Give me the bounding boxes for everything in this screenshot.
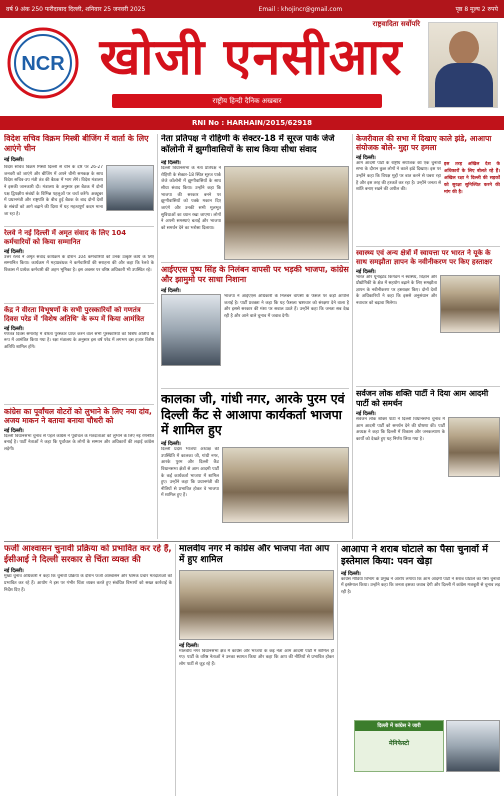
article-ias-suspension [161,265,349,385]
leader-photo [428,22,498,108]
headline: स्वास्थ्य एवं अन्य क्षेत्रों में स्वायत्ता पर भारत ने यूके के साथ समझौता ज्ञापन के नवीनीकरण पर किए हस्ताक्षर [356,249,493,266]
article-photo [179,570,334,640]
headline: रेलवे ने नई दिल्ली में अमृत संवाद के लिए 104 कर्मचारियों को किया सम्मानित [4,229,127,246]
article-photo [440,275,500,333]
byline: नई दिल्ली। [4,427,24,434]
article-body: मालवीय नगर विधानसभा क्षेत्र में कांग्रेस और भाजपा के कई नेता आम आदमी पार्टी में शामिल हो गए। पार्टी के वरिष्ठ नेताओं ने उनका स्वागत किया और कहा कि आप की नीतियों से प्रभावित होकर लोग पार्टी से जुड़ रहे हैं। [179,648,334,667]
article-railway-award [4,229,154,301]
article-liquor-scam [341,544,500,719]
lead-photo [224,166,349,260]
article-body: कांग्रेस मीडिया विभाग के प्रमुख ने आरोप लगाया कि आम आदमी पार्टी ने शराब घोटाले का पैसा चुनावों में इस्तेमाल किया। उन्होंने कहा कि जनता इसका जवाब देगी और दिल्ली में कांग्रेस मजबूती से चुनाव लड़ रही है। [341,576,500,596]
ad-photo [446,720,500,772]
headline: केंद्र ने वीरता विभूषणों के सभी पुरस्कारियों को गणतंत्र दिवस परेड में 'विशेष अतिथि' के रूप में किया आमंत्रित [4,306,145,323]
page-price-info: पृष्ठ 8 मूल्य 2 रुपये [455,6,498,13]
byline: नई दिल्ली। [356,411,376,417]
article-body: गणतंत्र दिवस समारोह में वीरता पुरस्कार प्राप्त करने वाले सभी पुरस्कारियों को विशेष अतिथि के रूप में आमंत्रित किया गया है। रक्षा मंत्रालय के अनुसार इस वर्ष परेड में लगभग दस हजार विशेष अतिथि शामिल होंगे। [4,331,154,350]
article-kejriwal-black-flags [356,134,500,244]
top-info-bar [0,0,504,18]
article-body: आम आदमी पार्टी के राष्ट्रीय संयोजक की एक चुनावी सभा के दौरान कुछ लोगों ने काले झंडे दिखाए। इस पर उन्होंने कहा कि विपक्ष मुद्दों पर बात करने से घबरा रहा है और इस तरह की हरकतें कर रहा है। उन्होंने जनता से शांति बनाए रखने की अपील की। [356,160,441,193]
byline: नई दिल्ली। [161,160,181,166]
headline: आआपा ने शराब घोटाले का पैसा चुनावों में इस्तेमाल किया: पवन खेड़ा [341,544,488,567]
headline: केजरीवाल की सभा में दिखाए काले झंडे, आआपा संयोजक बोले- मुद्दा पर हमला [356,134,492,153]
article-body: विदेश सचिव विक्रम मिस्त्री दिल्ली से चीन के दौरे पर 26-27 जनवरी को जाएंगे और बीजिंग में अपने चीनी समकक्ष के साथ विदेश सचिव-उप मंत्री तंत्र की बैठक में भाग लेंगे। विदेश मंत्रालय ने इसकी जानकारी दी। मंत्रालय के अनुसार इस बैठक में दोनों पक्ष द्विपक्षीय संबंधों के विभिन्न पहलुओं पर चर्चा करेंगे। अक्टूबर में प्रधानमंत्री और राष्ट्रपति के बीच हुई बैठक के बाद दोनों देशों के संबंधों को आगे बढ़ाने की दिशा में यह महत्वपूर्ण कदम माना जा रहा है। [4,165,103,217]
byline: नई दिल्ली। [161,288,181,294]
article-body: दिल्ली प्रदेश भाजपा अध्यक्ष की उपस्थिति में कालका जी, गांधी नगर, आरके पुरम और दिल्ली कैंट विधानसभा क्षेत्रों से आम आदमी पार्टी के कई कार्यकर्ता भाजपा में शामिल हुए। उन्होंने कहा कि प्रधानमंत्री की नीतियों से प्रभावित होकर वे भाजपा में शामिल हुए हैं। [161,446,219,499]
rni-number: RNI No : HARHAIN/2015/62918 [0,116,504,130]
byline: नई दिल्ली। [179,642,199,649]
article-eci-fake-promises [4,544,172,796]
logo-text: NCR [21,53,65,75]
article-body: मुख्य चुनाव अधिकारी ने कहा कि चुनावी प्रक्रिया के दौरान फर्जी आश्वासन और भ्रामक प्रचार मतदाताओं को प्रभावित कर रहे हैं। आयोग ने इस पर गंभीर चिंता व्यक्त करते हुए संबंधित विभागों को सख्त कार्रवाई के निर्देश दिए हैं। [4,574,172,593]
byline: नई दिल्ली। [4,568,24,575]
article-mistri-china [4,134,154,224]
masthead [0,18,504,116]
byline: नई दिल्ली। [356,154,376,161]
byline: नई दिल्ली। [4,157,24,163]
article-india-uk-mou [356,249,500,384]
headline: विदेश सचिव विक्रम मिस्त्री बीजिंग में वार्ता के लिए आएंगे चीन [4,134,149,153]
headline: आईएएस पुष्प सिंह के निलंबन वापसी पर भड़की भाजपा, कांग्रेस और झामुमो पर साधा निशाना [161,265,349,284]
article-photo [448,417,500,477]
article-sarvajan-support [356,389,500,539]
headline: फर्जी आश्वासन चुनावी प्रक्रिया को प्रभावित कर रहे हैं, ईसीआई ने दिल्ली सरकार से चिंता व्यक्त की [4,544,172,565]
article-malviya-nagar [179,544,334,796]
ad-subtitle: मेनिफेस्टो [388,740,409,747]
congress-manifesto-ad [354,720,444,772]
headline: सर्वजन लोक शक्ति पार्टी ने दिया आम आदमी पार्टी को समर्थन [356,389,489,408]
byline: नई दिल्ली। [356,268,376,275]
article-kalkaji-joining [161,391,349,539]
headline: मालवीय नगर में कांग्रेस और भाजपा नेता आप में हुए शामिल [179,544,330,566]
issue-info: वर्ष 9 अंक 250 फरीदाबाद दिल्ली, शनिवार 25 जनवरी 2025 [6,6,146,13]
byline: नई दिल्ली। [341,570,361,577]
article-body: उत्तर रेलवे ने अमृत संवाद कार्यक्रम के दौरान 104 कर्मचारियों को उनके उत्कृष्ट कार्य के लिए सम्मानित किया। कार्यक्रम में महाप्रबंधक ने कर्मचारियों की सराहना की और कहा कि रेलवे के विकास में प्रत्येक कर्मचारी की अहम भूमिका है। इस अवसर पर वरिष्ठ अधिकारी भी उपस्थित रहे। [4,254,154,273]
email-info[interactable]: Email : khojincr@gmail.com [258,5,343,13]
byline: नई दिल्ली। [4,325,24,332]
article-gallantry-awardees [4,306,154,402]
article-body: सर्वजन लोक शक्ति पार्टी ने दिल्ली विधानसभा चुनाव में आम आदमी पार्टी को समर्थन देने की घोषणा की। पार्टी अध्यक्ष ने कहा कि दिल्ली में विकास और जनकल्याण के कार्यों को देखते हुए यह निर्णय लिया गया है। [356,417,445,442]
article-congress-purvanchal [4,407,154,539]
article-body: दिल्ली विधानसभा चुनाव से पहले कांग्रेस ने पूर्वांचल के मतदाताओं को लुभाने के लिए नई रणनीति बनाई है। पार्टी नेताओं ने कहा कि पूर्वांचल के लोगों के सम्मान और अधिकारों की लड़ाई कांग्रेस लड़ेगी। [4,433,154,453]
article-photo [106,165,154,211]
headline: कांग्रेस का पूर्वांचल वोटरों को लुभाने के लिए नया दांव, अजय माकन ने बताया बनाया चौधरी को [4,407,152,426]
headline: कालका जी, गांधी नगर, आरके पुरम एवं दिल्ली कैंट से आआपा कार्यकर्ता भाजपा में शामिल हुए [161,391,345,438]
lead-headline: नेता प्रतिपक्ष ने रोहिणी के सेक्टर-18 में सूरज पार्क जेजे कॉलोनी में झुग्गीवासियों के साथ किया सीधा संवाद [161,134,335,155]
highlight-box: इस तरह अखिल देश के अधिकारों के लिए बोलते रहे हैं। अखिल रक्षा ने दिल्ली की सड़कों को सुरक्षा सुनिश्चित करने की मांग की है। [444,161,500,196]
article-photo [222,447,349,523]
newspaper-tagline: राष्ट्रीय हिन्दी दैनिक अखबार [112,94,382,108]
byline: नई दिल्ली। [161,440,181,447]
byline: नई दिल्ली। [4,248,24,255]
slogan: राष्ट्रवादिता सर्वोपरि [372,20,420,28]
article-body: भाजपा ने आईएएस अधिकारी के निलंबन वापसी के फैसले पर कड़ी आपत्ति जताई है। पार्टी प्रवक्ता ने कहा कि यह फैसला भ्रष्टाचार को संरक्षण देने वाला है और इससे सरकार की मंशा पर सवाल उठते हैं। उन्होंने कहा कि जनता सब देख रही है और आने वाले चुनाव में जवाब देगी। [224,294,349,319]
article-body: दिल्ली विधानसभा के नेता प्रतिपक्ष ने रोहिणी के सेक्टर-18 स्थित सूरज पार्क जेजे कॉलोनी में झुग्गीवासियों के साथ सीधा संवाद किया। उन्होंने कहा कि भाजपा की सरकार बनने पर झुग्गीवासियों को पक्के मकान दिए जाएंगे और उनकी सभी मूलभूत सुविधाओं का ध्यान रखा जाएगा। लोगों ने अपनी समस्याएं बताईं और भाजपा को समर्थन देने का भरोसा दिलाया। [161,166,221,231]
article-photo [161,294,221,366]
newspaper-title: खोजी एनसीआर [99,27,403,86]
ncr-logo [6,26,80,100]
article-body: भारत और यूनाइटेड किंगडम ने स्वास्थ्य, विज्ञान और प्रौद्योगिकी के क्षेत्र में सहयोग बढ़ाने के लिए समझौता ज्ञापन के नवीनीकरण पर हस्ताक्षर किए। दोनों देशों के अधिकारियों ने कहा कि इससे अनुसंधान और नवाचार को बढ़ावा मिलेगा। [356,274,437,307]
lead-headline-block [161,134,349,158]
article-lead [161,160,349,260]
ad-title: दिल्ली में कांग्रेस ने जारी [355,721,443,731]
